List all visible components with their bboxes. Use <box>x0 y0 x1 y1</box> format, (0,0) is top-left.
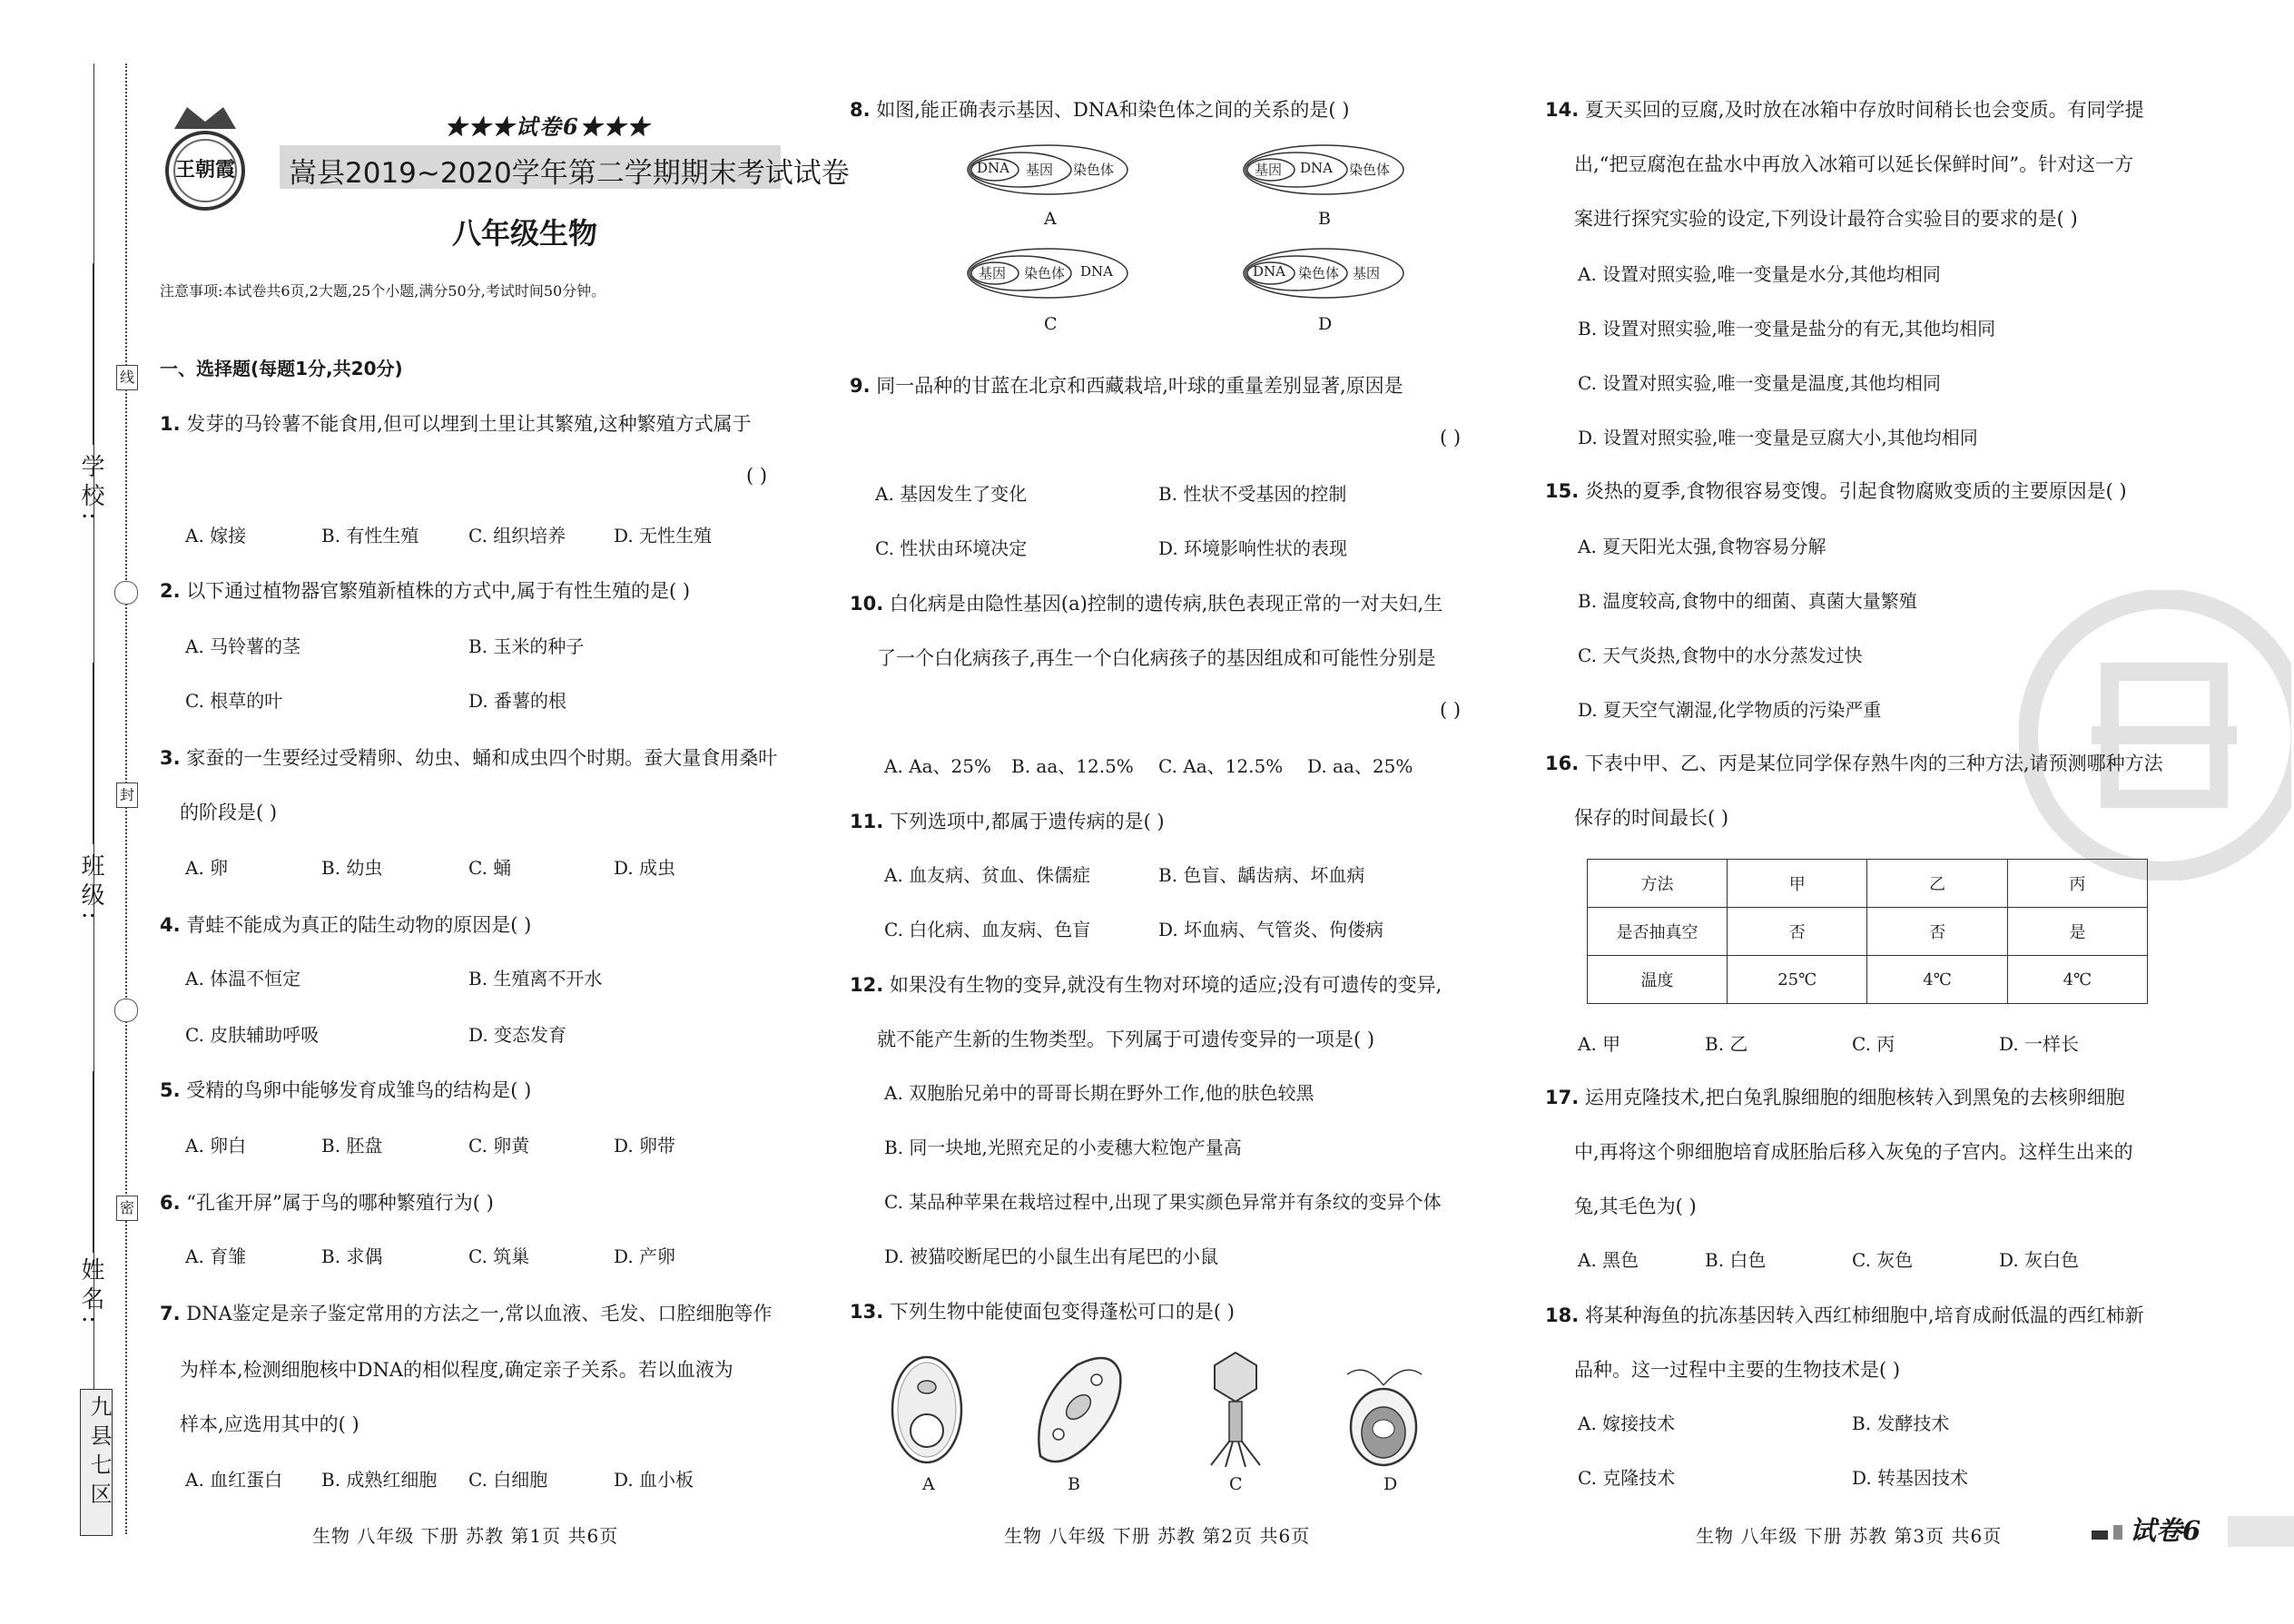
exam-notice: 注意事项:本试卷共6页,2大题,25个小题,满分50分,考试时间50分钟。 <box>160 282 606 300</box>
question-3: 3. 家蚕的一生要经过受精卵、幼虫、蛹和成虫四个时期。蚕大量食用桑叶 <box>160 747 778 769</box>
question-12-line2: 就不能产生新的生物类型。下列属于可遗传变异的一项是( ) <box>877 1029 1375 1050</box>
watermark-seal-icon <box>2019 590 2291 881</box>
table-cell: 4℃ <box>1867 956 2007 1004</box>
question-15: 15. 炎热的夏季,食物很容易变馊。引起食物腐败变质的主要原因是( ) <box>1545 480 2127 502</box>
option-a[interactable]: A. 双胞胎兄弟中的哥哥长期在野外工作,他的肤色较黑 <box>884 1082 1314 1104</box>
option-a[interactable]: A. 卵白 <box>185 1135 247 1156</box>
option-b[interactable]: B. 设置对照实验,唯一变量是盐分的有无,其他均相同 <box>1578 318 1996 340</box>
question-4: 4. 青蛙不能成为真正的陆生动物的原因是( ) <box>160 914 532 936</box>
school-field-line[interactable] <box>93 263 94 445</box>
option-c[interactable]: C. 性状由环境决定 <box>875 537 1028 559</box>
diagram-d-label: D <box>1318 314 1333 334</box>
option-c[interactable]: C. 皮肤辅助呼吸 <box>185 1024 320 1046</box>
question-13: 13. 下列生物中能使面包变得蓬松可口的是( ) <box>850 1301 1235 1323</box>
question-14-line3: 案进行探究实验的设定,下列设计最符合实验目的要求的是( ) <box>1574 208 2078 230</box>
question-11: 11. 下列选项中,都属于遗传病的是( ) <box>850 811 1165 832</box>
question-1: 1. 发芽的马铃薯不能食用,但可以埋到土里让其繁殖,这种繁殖方式属于 <box>160 413 752 435</box>
page-footer-2: 生物 八年级 下册 苏教 第2页 共6页 <box>1004 1525 1311 1547</box>
option-a[interactable]: A. 体温不恒定 <box>185 968 301 989</box>
option-d[interactable]: D. 坏血病、气管炎、佝偻病 <box>1158 919 1384 940</box>
question-17-line3: 兔,其毛色为( ) <box>1574 1196 1697 1217</box>
chlamydomonas-icon[interactable] <box>1338 1358 1429 1467</box>
option-d[interactable]: D. 产卵 <box>614 1245 676 1267</box>
option-d[interactable]: D. aa、25% <box>1307 755 1413 777</box>
corner-block-icon <box>2092 1530 2108 1540</box>
table-cell: 否 <box>1727 908 1867 956</box>
option-c[interactable]: C. 组织培养 <box>468 525 566 546</box>
option-a[interactable]: A. 嫁接技术 <box>1578 1412 1676 1434</box>
option-b[interactable]: B. 胚盘 <box>321 1135 383 1156</box>
option-b[interactable]: B. 有性生殖 <box>321 525 419 546</box>
option-c[interactable]: C. 丙 <box>1852 1033 1895 1055</box>
binding-hole-icon <box>114 581 138 605</box>
table-header: 乙 <box>1867 860 2007 908</box>
option-b[interactable]: B. 幼虫 <box>321 857 383 879</box>
option-d[interactable]: D. 血小板 <box>614 1469 694 1491</box>
corner-block-icon <box>2113 1525 2122 1540</box>
question-18-line2: 品种。这一过程中主要的生物技术是( ) <box>1574 1359 1901 1381</box>
option-a[interactable]: A. 卵 <box>185 857 229 879</box>
option-c[interactable]: C. 某品种苹果在栽培过程中,出现了果实颜色异常并有条纹的变异个体 <box>884 1191 1442 1213</box>
binding-hole-icon <box>114 999 138 1022</box>
bacteriophage-icon[interactable] <box>1204 1349 1267 1469</box>
option-a[interactable]: A. 甲 <box>1578 1033 1621 1055</box>
option-a[interactable]: A. 黑色 <box>1578 1249 1639 1271</box>
option-b[interactable]: B. 玉米的种子 <box>468 635 585 657</box>
option-c[interactable]: C. 根草的叶 <box>185 690 283 712</box>
question-3-line2: 的阶段是( ) <box>180 802 278 823</box>
organism-d-label: D <box>1383 1474 1398 1494</box>
option-d[interactable]: D. 番薯的根 <box>468 690 567 712</box>
option-b[interactable]: B. 乙 <box>1705 1033 1748 1055</box>
option-d[interactable]: D. 转基因技术 <box>1852 1467 1969 1489</box>
diagram-b[interactable]: 基因 DNA 染色体 <box>1242 143 1405 196</box>
option-d[interactable]: D. 变态发育 <box>468 1024 567 1046</box>
name-label: 姓名: <box>77 1257 104 1329</box>
series-label: ★★★试卷6★★★ <box>445 113 651 140</box>
option-a[interactable]: A. 育雏 <box>185 1245 247 1267</box>
table-cell: 温度 <box>1588 956 1728 1004</box>
option-c[interactable]: C. 白细胞 <box>468 1469 548 1491</box>
question-5: 5. 受精的鸟卵中能够发育成雏鸟的结构是( ) <box>160 1079 532 1101</box>
option-b[interactable]: B. 性状不受基因的控制 <box>1158 483 1347 505</box>
organism-c-label: C <box>1229 1474 1243 1494</box>
option-d[interactable]: D. 一样长 <box>1999 1033 2080 1055</box>
page-footer-1: 生物 八年级 下册 苏教 第1页 共6页 <box>312 1525 619 1547</box>
option-d[interactable]: D. 夏天空气潮湿,化学物质的污染严重 <box>1578 699 1882 721</box>
question-6: 6. “孔雀开屏”属于鸟的哪种繁殖行为( ) <box>160 1192 494 1214</box>
corner-shade <box>2228 1516 2294 1547</box>
option-b[interactable]: B. aa、12.5% <box>1011 755 1134 777</box>
option-a[interactable]: A. 嫁接 <box>185 525 247 546</box>
table-header: 方法 <box>1588 860 1728 908</box>
table-header: 丙 <box>2007 860 2147 908</box>
logo <box>156 102 254 211</box>
logo-text: 王朝霞 <box>174 158 235 182</box>
table-cell: 4℃ <box>2007 956 2147 1004</box>
name-field-line[interactable] <box>93 1071 94 1253</box>
question-14-line2: 出,“把豆腐泡在盐水中再放入冰箱可以延长保鲜时间”。针对这一方 <box>1574 153 2134 175</box>
option-b[interactable]: B. 成熟红细胞 <box>321 1469 438 1491</box>
option-b[interactable]: B. 色盲、龋齿病、坏血病 <box>1158 864 1365 886</box>
option-b[interactable]: B. 生殖离不开水 <box>468 968 603 989</box>
option-c[interactable]: C. 白化病、血友病、色盲 <box>884 919 1091 940</box>
table-header: 甲 <box>1727 860 1867 908</box>
question-7-line2: 为样本,检测细胞核中DNA的相似程度,确定亲子关系。若以血液为 <box>180 1359 733 1381</box>
option-b[interactable]: B. 白色 <box>1705 1249 1767 1271</box>
option-c[interactable]: C. 天气炎热,食物中的水分蒸发过快 <box>1578 645 1863 666</box>
mark-xian: 线 <box>116 365 138 390</box>
table-cell: 25℃ <box>1727 956 1867 1004</box>
option-a[interactable]: A. 夏天阳光太强,食物容易分解 <box>1578 536 1826 557</box>
paper-tag: 试卷6 <box>2130 1515 2201 1546</box>
option-b[interactable]: B. 发酵技术 <box>1852 1412 1950 1434</box>
option-b[interactable]: B. 温度较高,食物中的细菌、真菌大量繁殖 <box>1578 590 1917 612</box>
option-c[interactable]: C. Aa、12.5% <box>1158 755 1284 777</box>
table-row <box>1588 908 2148 956</box>
storage-methods-table <box>1587 859 2148 1004</box>
question-14: 14. 夏天买回的豆腐,及时放在冰箱中存放时间稍长也会变质。有同学提 <box>1545 99 2144 121</box>
question-10-line2: 了一个白化病孩子,再生一个白化病孩子的基因组成和可能性分别是 <box>877 647 1436 669</box>
question-18: 18. 将某种海鱼的抗冻基因转入西红柿细胞中,培育成耐低温的西红柿新 <box>1545 1304 2144 1326</box>
question-9: 9. 同一品种的甘蓝在北京和西藏栽培,叶球的重量差别显著,原因是 <box>850 375 1403 397</box>
question-7: 7. DNA鉴定是亲子鉴定常用的方法之一,常以血液、毛发、口腔细胞等作 <box>160 1303 773 1324</box>
option-d[interactable]: D. 无性生殖 <box>614 525 713 546</box>
question-17: 17. 运用克隆技术,把白兔乳腺细胞的细胞核转入到黑兔的去核卵细胞 <box>1545 1087 2125 1108</box>
option-c[interactable]: C. 灰色 <box>1852 1249 1914 1271</box>
question-17-line2: 中,再将这个卵细胞培育成胚胎后移入灰兔的子宫内。这样生出来的 <box>1574 1141 2133 1163</box>
exam-title: 嵩县2019~2020学年第二学期期末考试试卷 <box>289 157 850 190</box>
diagram-c[interactable]: 基因 染色体 DNA <box>966 247 1129 300</box>
question-7-line3: 样本,应选用其中的( ) <box>180 1413 359 1435</box>
class-field-line[interactable] <box>93 663 94 844</box>
organism-a-label: A <box>922 1474 935 1494</box>
table-row <box>1588 860 2148 908</box>
option-c[interactable]: C. 筑巢 <box>468 1245 530 1267</box>
diagram-a[interactable]: DNA 基因 染色体 <box>966 143 1129 196</box>
option-a[interactable]: A. 基因发生了变化 <box>875 483 1028 505</box>
table-row <box>1588 956 2148 1004</box>
answer-paren[interactable]: ( ) <box>746 465 768 487</box>
mark-feng: 封 <box>116 782 138 808</box>
option-d[interactable]: D. 设置对照实验,唯一变量是豆腐大小,其他均相同 <box>1578 427 1978 448</box>
option-d[interactable]: D. 成虫 <box>614 857 676 879</box>
question-10: 10. 白化病是由隐性基因(a)控制的遗传病,肤色表现正常的一对夫妇,生 <box>850 593 1443 615</box>
region-box <box>80 1389 113 1536</box>
option-d[interactable]: D. 环境影响性状的表现 <box>1158 537 1348 559</box>
question-16-line2: 保存的时间最长( ) <box>1574 807 1729 829</box>
answer-paren[interactable]: ( ) <box>1440 427 1462 448</box>
option-c[interactable]: C. 设置对照实验,唯一变量是温度,其他均相同 <box>1578 372 1942 394</box>
table-cell: 是否抽真空 <box>1588 908 1728 956</box>
option-b[interactable]: B. 同一块地,光照充足的小麦穗大粒饱产量高 <box>884 1137 1242 1158</box>
table-cell: 否 <box>1867 908 2007 956</box>
question-16: 16. 下表中甲、乙、丙是某位同学保存熟牛肉的三种方法,请预测哪种方法 <box>1545 753 2163 774</box>
option-c[interactable]: C. 克隆技术 <box>1578 1467 1676 1489</box>
option-d[interactable]: D. 灰白色 <box>1999 1249 2080 1271</box>
organism-b-label: B <box>1068 1474 1080 1494</box>
option-a[interactable]: A. 血红蛋白 <box>185 1469 283 1491</box>
option-a[interactable]: A. 血友病、贫血、侏儒症 <box>884 864 1091 886</box>
mark-mi: 密 <box>116 1196 138 1221</box>
diagram-a-label: A <box>1044 209 1057 229</box>
option-a[interactable]: A. 设置对照实验,唯一变量是水分,其他均相同 <box>1578 263 1941 285</box>
question-8: 8. 如图,能正确表示基因、DNA和染色体之间的关系的是( ) <box>850 99 1350 121</box>
diagram-d[interactable]: DNA 染色体 基因 <box>1242 247 1405 300</box>
diagram-b-label: B <box>1318 209 1331 229</box>
option-a[interactable]: A. Aa、25% <box>884 755 991 777</box>
option-d[interactable]: D. 卵带 <box>614 1135 676 1156</box>
option-d[interactable]: D. 被猫咬断尾巴的小鼠生出有尾巴的小鼠 <box>884 1245 1219 1267</box>
page-footer-3: 生物 八年级 下册 苏教 第3页 共6页 <box>1696 1525 2003 1547</box>
class-label: 班级: <box>77 853 104 925</box>
region-text: 九县七区 <box>86 1395 112 1511</box>
table-cell: 是 <box>2007 908 2147 956</box>
option-c[interactable]: C. 蛹 <box>468 857 512 879</box>
school-label: 学校: <box>77 454 104 526</box>
option-c[interactable]: C. 卵黄 <box>468 1135 530 1156</box>
question-2: 2. 以下通过植物器官繁殖新植株的方式中,属于有性生殖的是( ) <box>160 580 691 602</box>
section-title: 一、选择题(每题1分,共20分) <box>160 358 403 379</box>
option-b[interactable]: B. 求偶 <box>321 1245 383 1267</box>
option-a[interactable]: A. 马铃薯的茎 <box>185 635 301 657</box>
paramecium-icon[interactable] <box>1022 1347 1129 1469</box>
yeast-cell-icon[interactable] <box>886 1351 968 1469</box>
subject-title: 八年级生物 <box>452 216 598 251</box>
diagram-c-label: C <box>1044 314 1058 334</box>
answer-paren[interactable]: ( ) <box>1440 699 1462 721</box>
question-12: 12. 如果没有生物的变异,就没有生物对环境的适应;没有可遗传的变异, <box>850 974 1442 996</box>
